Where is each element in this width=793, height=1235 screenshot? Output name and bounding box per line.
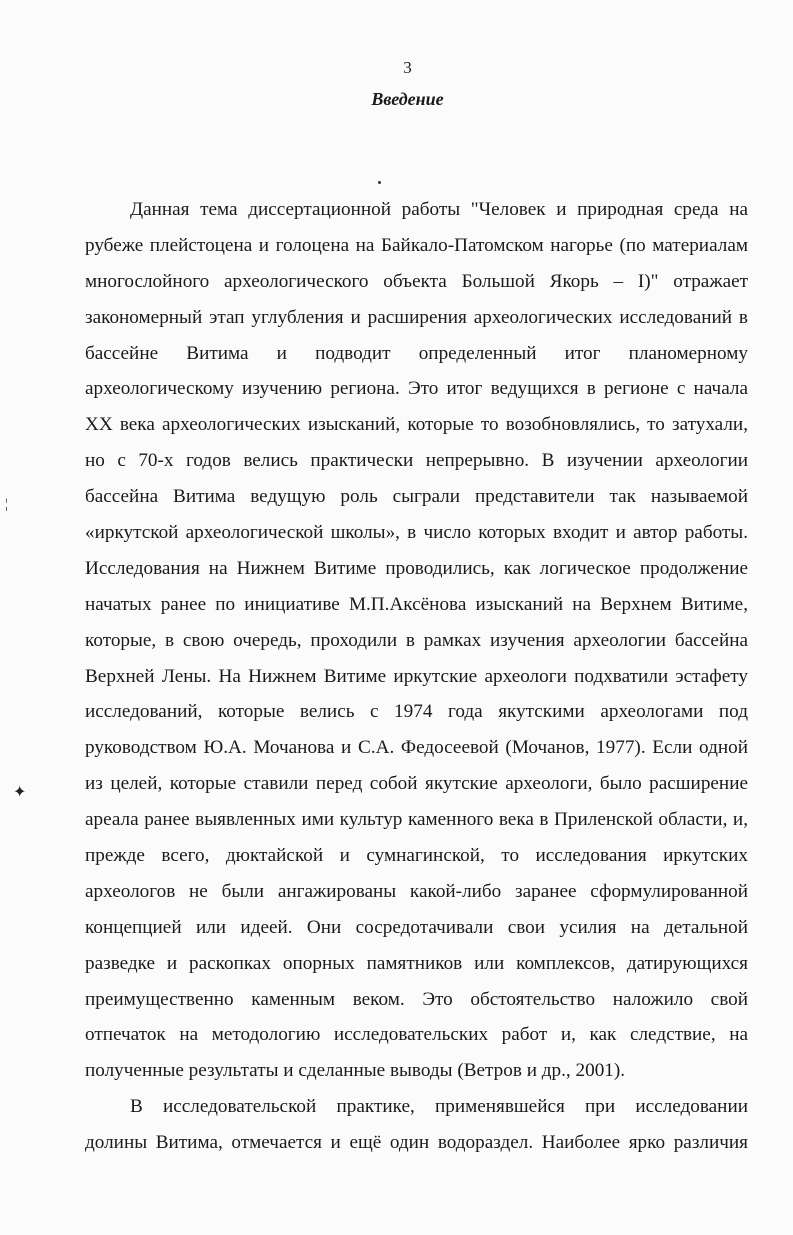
text-line: бассейне Витима и подводит определенный итог планомерному (85, 342, 748, 364)
margin-mark-bottom: ✦ (13, 784, 27, 801)
text-line: полученные результаты и сделанные выводы (Ветров и др., 2001). (85, 1060, 626, 1082)
text-line: В исследовательской практике, применявшейся при исследовании (130, 1096, 748, 1118)
text-line: долины Витима, отмечается и ещё один водораздел. Наиболее ярко различия (85, 1132, 748, 1154)
text-line: преимущественно каменным веком. Это обстоятельство наложило свой (85, 988, 748, 1010)
text-line: многослойного археологического объекта Большой Якорь – I)" отражает (85, 270, 748, 292)
text-line: ареала ранее выявленных ими культур каменного века в Приленской области, и, (85, 809, 748, 831)
paragraph-2 (85, 1089, 748, 1161)
text-line: начатых ранее по инициативе М.П.Аксёнова изысканий на Верхнем Витиме, (85, 593, 748, 615)
page-number: 3 (403, 58, 412, 77)
text-line: археологов не были ангажированы какой-либо заранее сформулированной (85, 880, 748, 902)
text-line: разведке и раскопках опорных памятников или комплексов, датирующихся (85, 952, 748, 974)
text-line: прежде всего, дюктайской и сумнагинской, то исследования иркутских (85, 845, 748, 867)
section-heading: Введение (371, 89, 444, 109)
text-line: исследований, которые велись с 1974 года якутскими археологами под (85, 701, 748, 723)
text-line: XX века археологических изысканий, которые то возобновлялись, то затухали, (85, 414, 748, 436)
scan-speck (378, 181, 381, 184)
text-line: которые, в свою очередь, проходили в рамках изучения археологии бассейна (85, 629, 748, 651)
margin-mark-top: ¦ (5, 497, 8, 512)
text-line: Исследования на Нижнем Витиме проводились, как логическое продолжение (85, 557, 748, 579)
text-line: Верхней Лены. На Нижнем Витиме иркутские археологи подхватили эстафету (85, 665, 748, 687)
text-line: закономерный этап углубления и расширения археологических исследований в (85, 306, 748, 328)
text-line: рубеже плейстоцена и голоцена на Байкало-Патомском нагорье (по материалам (85, 234, 748, 256)
text-line: концепцией или идеей. Они сосредотачивали свои усилия на детальной (85, 916, 748, 938)
text-line: из целей, которые ставили перед собой якутские археологи, было расширение (85, 773, 748, 795)
text-line: Данная тема диссертационной работы "Человек и природная среда на (130, 199, 748, 220)
text-line: но с 70-х годов велись практически непрерывно. В изучении археологии (85, 450, 748, 472)
text-line: «иркутской археологической школы», в число которых входит и автор работы. (85, 522, 748, 544)
text-line: руководством Ю.А. Мочанова и С.А. Федосеевой (Мочанов, 1977). Если одной (85, 737, 748, 759)
text-line: бассейна Витима ведущую роль сыграли представители так называемой (85, 486, 748, 508)
text-line: отпечаток на методологию исследовательских работ и, как следствие, на (85, 1024, 748, 1046)
body-text (85, 192, 748, 1161)
paragraph-1 (85, 192, 748, 1089)
text-line: археологическому изучению региона. Это итог ведущихся в регионе с начала (85, 378, 748, 400)
